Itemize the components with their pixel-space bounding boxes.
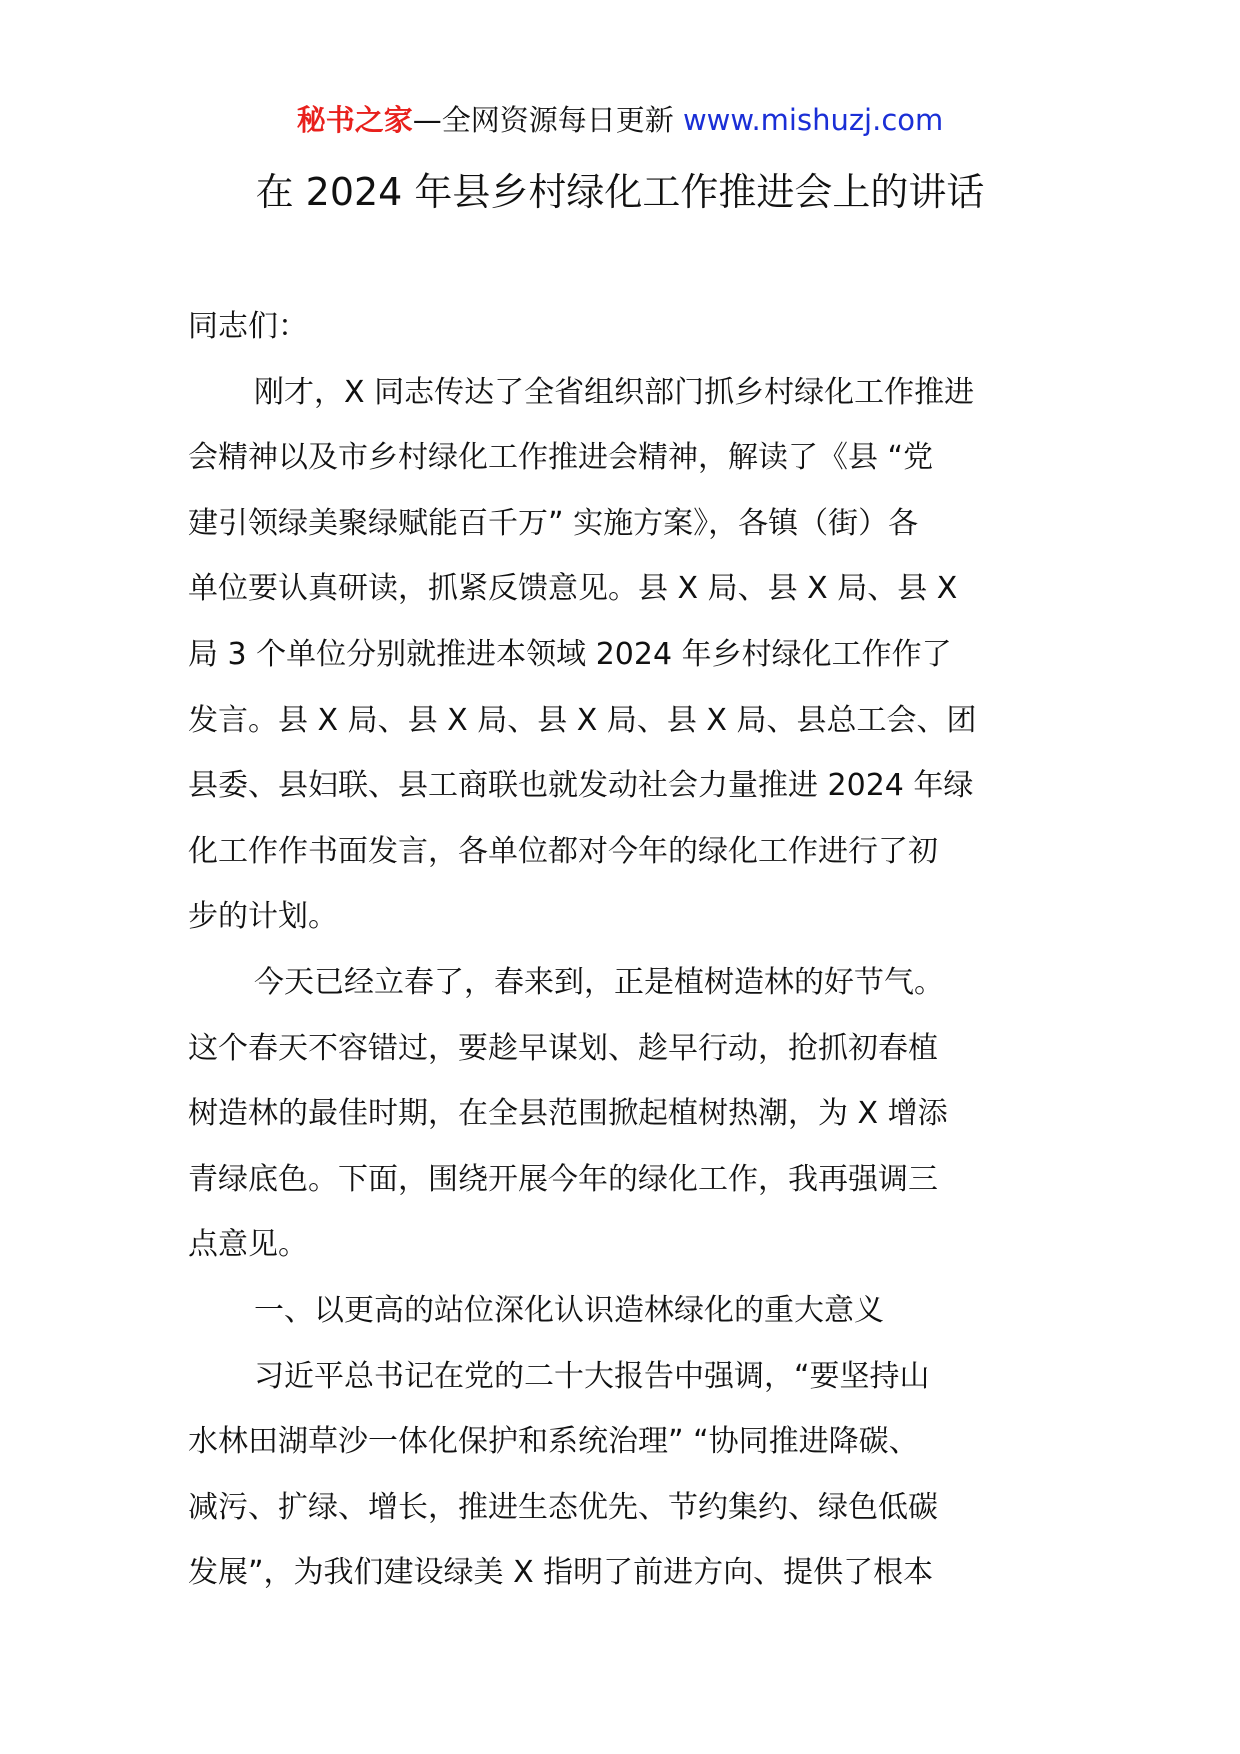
document-body xyxy=(188,294,1058,1606)
paragraph-line: 步的计划。 xyxy=(188,899,338,935)
header-tagline: —全网资源每日更新 xyxy=(412,103,683,137)
brand-name: 秘书之家 xyxy=(296,103,413,137)
section-heading: 一、以更高的站位深化认识造林绿化的重大意义 xyxy=(254,1292,884,1328)
paragraph-line: 青绿底色。下面，围绕开展今年的绿化工作，我再强调三 xyxy=(188,1161,938,1197)
paragraph-line: 点意见。 xyxy=(188,1227,308,1263)
paragraph-line: 减污、扩绿、增长，推进生态优先、节约集约、绿色低碳 xyxy=(188,1489,938,1525)
header-banner xyxy=(0,100,1240,140)
site-url-link[interactable]: www.mishuzj.com xyxy=(682,103,944,137)
paragraph-line: 化工作作书面发言，各单位都对今年的绿化工作进行了初 xyxy=(188,833,938,869)
paragraph-line: 会精神以及市乡村绿化工作推进会精神，解读了《县 “党 xyxy=(188,440,934,476)
paragraph-line: 今天已经立春了，春来到，正是植树造林的好节气。 xyxy=(254,964,944,1000)
paragraph-line: 县委、县妇联、县工商联也就发动社会力量推进 2024 年绿 xyxy=(188,768,974,804)
paragraph-line: 发言。县 X 局、县 X 局、县 X 局、县 X 局、县总工会、团 xyxy=(188,702,977,738)
paragraph-line: 树造林的最佳时期，在全县范围掀起植树热潮，为 X 增添 xyxy=(188,1096,948,1132)
paragraph-line: 建引领绿美聚绿赋能百千万” 实施方案》，各镇（街）各 xyxy=(188,505,919,541)
paragraph-line: 水林田湖草沙一体化保护和系统治理” “协同推进降碳、 xyxy=(188,1424,919,1460)
paragraph-line: 习近平总书记在党的二十大报告中强调，“要坚持山 xyxy=(254,1358,930,1394)
paragraph-line: 局 3 个单位分别就推进本领域 2024 年乡村绿化工作作了 xyxy=(188,636,952,672)
document-title: 在 2024 年县乡村绿化工作推进会上的讲话 xyxy=(255,170,985,214)
paragraph-line: 这个春天不容错过，要趁早谋划、趁早行动，抢抓初春植 xyxy=(188,1030,938,1066)
paragraph-line: 发展”，为我们建设绿美 X 指明了前进方向、提供了根本 xyxy=(188,1555,934,1591)
paragraph-line: 刚才，X 同志传达了全省组织部门抓乡村绿化工作推进 xyxy=(254,374,975,410)
paragraph-line: 单位要认真研读，抓紧反馈意见。县 X 局、县 X 局、县 X xyxy=(188,571,958,607)
salutation: 同志们： xyxy=(188,309,308,344)
